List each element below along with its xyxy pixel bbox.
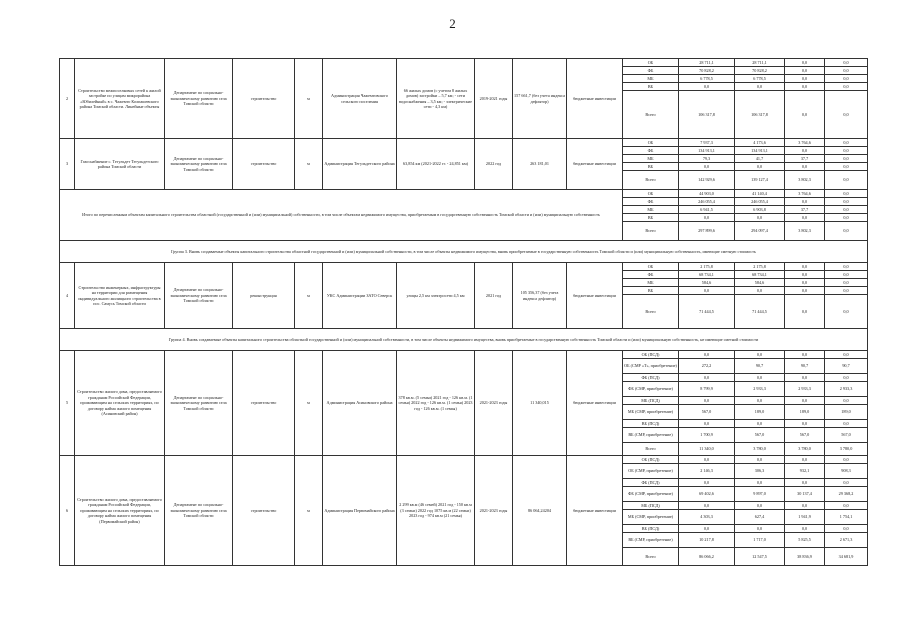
work-type: реконструкция (233, 263, 295, 329)
funding-amount: 0,0 (735, 287, 785, 295)
funding-amount: 0,0 (785, 351, 825, 359)
funding-amount: 0,0 (785, 271, 825, 279)
funding-amount: 0,0 (825, 59, 868, 67)
funding-source-label: Всего (623, 443, 679, 456)
funding-amount: 0,0 (679, 83, 735, 91)
work-type: строительство (233, 139, 295, 190)
funding-amount: 28 711,1 (735, 59, 785, 67)
funding-amount: 0,0 (679, 525, 735, 533)
work-type: строительство (233, 351, 295, 456)
funding-source-label: ОБ (623, 190, 679, 198)
funding-amount: 246 055,4 (679, 198, 735, 206)
capital-construction-table (59, 58, 868, 566)
funding-amount: 0,0 (785, 295, 825, 329)
funding-amount: 0,0 (825, 198, 868, 206)
funding-amount: 584,6 (679, 279, 735, 287)
funding-amount: 0,0 (679, 479, 735, 487)
funding-source-label: ВБ (ПСД) (623, 525, 679, 533)
work-type: строительство (233, 456, 295, 566)
funding-amount: 0,0 (785, 525, 825, 533)
funding-amount: 0,0 (785, 147, 825, 155)
funding-amount: 584,6 (735, 279, 785, 287)
funding-amount: 0,0 (679, 397, 735, 405)
funding-amount: 0,0 (785, 59, 825, 67)
funding-amount: 4 173,6 (735, 139, 785, 147)
funding-amount: 10 217,8 (679, 533, 735, 548)
estimated-cost: 263 181,01 (513, 139, 567, 190)
funding-amount: 6 941,5 (679, 206, 735, 214)
responsible-department: Департамент по социально-экономическому развитию села Томской области (165, 263, 233, 329)
funding-amount: 5 825,5 (785, 533, 825, 548)
table-row (60, 59, 868, 67)
funding-amount: 70 828,2 (679, 67, 735, 75)
table-row (60, 139, 868, 147)
construction-period: 2022 год (475, 139, 513, 190)
measure-unit: м (295, 139, 323, 190)
funding-amount: 0,0 (825, 295, 868, 329)
funding-amount: 0,0 (825, 222, 868, 241)
funding-amount: 567,0 (679, 405, 735, 420)
funding-amount: 6 903,8 (735, 206, 785, 214)
funding-amount: 0,0 (679, 374, 735, 382)
funding-amount: 0,0 (785, 397, 825, 405)
funding-amount: 3 780,0 (735, 443, 785, 456)
funding-amount: 0,0 (679, 420, 735, 428)
funding-amount: 0,0 (825, 75, 868, 83)
funding-amount: 0,0 (679, 287, 735, 295)
funding-amount: 567,0 (785, 428, 825, 443)
funding-amount: 0,0 (785, 502, 825, 510)
funding-amount: 71 444,5 (679, 295, 735, 329)
funding-amount: 297 899,6 (679, 222, 735, 241)
funding-source-label: МБ (623, 206, 679, 214)
funding-source-label: ОБ (ПСД) (623, 456, 679, 464)
funding-amount: 0,0 (825, 271, 868, 279)
funding-amount: 3 802,3 (785, 171, 825, 190)
funding-amount: 189,0 (735, 405, 785, 420)
funding-amount: 0,0 (735, 479, 785, 487)
funding-amount: 134 913,1 (735, 147, 785, 155)
funding-source-label: Всего (623, 295, 679, 329)
object-capacity: улицы 2,5 км электросети 4,5 км (397, 263, 475, 329)
estimated-cost: 11 340,015 (513, 351, 567, 456)
construction-period: 2019-2021 годы (475, 59, 513, 139)
funding-source-label: МБ (623, 279, 679, 287)
funding-amount: 70 828,2 (735, 67, 785, 75)
funding-amount: 0,0 (735, 163, 785, 171)
row-number: 2 (60, 59, 75, 139)
funding-amount: 0,0 (735, 420, 785, 428)
funding-amount: 0,0 (825, 263, 868, 271)
funding-source-label: ФБ (ПСД) (623, 374, 679, 382)
funding-amount: 0,0 (825, 456, 868, 464)
funding-amount: 9 897,0 (735, 487, 785, 502)
construction-period: 2021 год (475, 263, 513, 329)
funding-amount: 0,0 (785, 456, 825, 464)
funding-source-label: ОБ (СМР «Т», приобретение) (623, 359, 679, 374)
measure-unit: м (295, 263, 323, 329)
row-number: 3 (60, 139, 75, 190)
funding-amount: 0,0 (785, 75, 825, 83)
object-name: Строительство межпоселковых сетей к жилой застройке по улицам микрорайона «Юбилейный» в с. Чажемто Колпашевского района Томской области. Линейные объекты (75, 59, 165, 139)
funding-amount: 0,0 (735, 374, 785, 382)
funding-amount: 0,0 (825, 525, 868, 533)
funding-amount: 29 368,2 (825, 487, 868, 502)
group-row (60, 241, 868, 263)
object-name: Строительство инженерных, инфраструктуры на территории для размещения индивидуального жилищного строительства в пос. Самусь Томской области (75, 263, 165, 329)
group-4-heading: Группа 4. Вновь создаваемые объекты капитального строительства областной государственной и (или) муниципальной собственности, в том числе объекты недвижимого имущества, вновь приобретаемые в государственную собственность Томской области и (или) муниципальную собственность, не имеющие сметной стоимости (60, 329, 868, 351)
funding-amount: 2 933,3 (785, 382, 825, 397)
funding-amount: 3 764,6 (785, 139, 825, 147)
funding-source-label: Всего (623, 171, 679, 190)
customer-organization: УКС Администрации ЗАТО Северск (323, 263, 397, 329)
funding-amount: 0,0 (785, 287, 825, 295)
funding-amount: 30 137,4 (785, 487, 825, 502)
investment-form: бюджетные инвестиции (567, 351, 623, 456)
funding-amount: 0,0 (735, 456, 785, 464)
funding-amount: 0,0 (785, 67, 825, 75)
funding-amount: 37,7 (785, 206, 825, 214)
funding-amount: 0,0 (785, 374, 825, 382)
funding-amount: 37,7 (785, 155, 825, 163)
funding-amount: 1 754,1 (825, 510, 868, 525)
group-row (60, 329, 868, 351)
funding-amount: 0,0 (785, 91, 825, 139)
funding-amount: 41 140,4 (735, 190, 785, 198)
funding-amount: 8 799,9 (679, 382, 735, 397)
funding-amount: 139 127,4 (735, 171, 785, 190)
funding-source-label: МБ (ПСД) (623, 502, 679, 510)
funding-amount: 0,0 (785, 263, 825, 271)
funding-amount: 0,0 (785, 420, 825, 428)
responsible-department: Департамент по социально-экономическому развитию села Томской области (165, 59, 233, 139)
table-row (60, 190, 868, 198)
funding-amount: 0,0 (825, 91, 868, 139)
funding-amount: 79,3 (679, 155, 735, 163)
funding-amount: 90,7 (785, 359, 825, 374)
measure-unit: м (295, 59, 323, 139)
customer-organization: Администрация Тегульдетского района (323, 139, 397, 190)
row-number: 5 (60, 351, 75, 456)
investment-form: бюджетные инвестиции (567, 139, 623, 190)
funding-amount: 0,0 (825, 287, 868, 295)
estimated-cost: 86 064,24204 (513, 456, 567, 566)
funding-amount: 0,0 (735, 83, 785, 91)
funding-source-label: МБ (СМР, приобретение) (623, 405, 679, 420)
investment-form: бюджетные инвестиции (567, 456, 623, 566)
funding-amount: 3 802,3 (785, 222, 825, 241)
funding-amount: 90,7 (825, 359, 868, 374)
funding-amount: 0,0 (825, 139, 868, 147)
funding-source-label: ВБ (СМР, приобретение) (623, 428, 679, 443)
funding-amount: 932,1 (785, 464, 825, 479)
object-capacity: 2 299 кв.м (46 семей) 2021 год - 150 кв.м (3 семьи) 2022 год 1075 кв.м (22 семьи) 2023 год - 974 кв.м (21 семья) (397, 456, 475, 566)
funding-amount: 0,0 (785, 83, 825, 91)
funding-amount: 0,0 (679, 351, 735, 359)
funding-amount: 0,0 (735, 214, 785, 222)
funding-source-label: ОБ (623, 59, 679, 67)
funding-amount: 106 317,8 (679, 91, 735, 139)
funding-amount: 142 929,6 (679, 171, 735, 190)
funding-source-label: ВБ (623, 83, 679, 91)
funding-amount: 0,0 (825, 206, 868, 214)
funding-amount: 0,0 (825, 163, 868, 171)
funding-source-label: ВБ (623, 214, 679, 222)
row-number: 6 (60, 456, 75, 566)
funding-amount: 0,0 (735, 351, 785, 359)
funding-amount: 34 681,9 (825, 548, 868, 566)
funding-amount: 71 444,5 (735, 295, 785, 329)
funding-source-label: ФБ (623, 67, 679, 75)
object-capacity: 378 кв.м. (5 семьи) 2021 год - 126 кв.м. (1 семья) 2022 год - 126 кв.м. (1 семья) 2023 год - 126 кв.м. (1 семья) (397, 351, 475, 456)
table-row (60, 263, 868, 271)
funding-source-label: Всего (623, 91, 679, 139)
table-row (60, 351, 868, 359)
funding-amount: 627,4 (735, 510, 785, 525)
work-type: строительство (233, 59, 295, 139)
funding-source-label: ОБ (СМР, приобретение) (623, 464, 679, 479)
funding-amount: 7 937,3 (679, 139, 735, 147)
funding-source-label: ОБ (ПСД) (623, 351, 679, 359)
customer-organization: Администрация Асиновского района (323, 351, 397, 456)
funding-amount: 272,2 (679, 359, 735, 374)
customer-organization: Администрация Первомайского района (323, 456, 397, 566)
funding-source-label: ФБ (СМР, приобретение) (623, 487, 679, 502)
funding-amount: 1 717,0 (735, 533, 785, 548)
funding-source-label: ФБ (623, 271, 679, 279)
funding-amount: 1 700,9 (679, 428, 735, 443)
funding-amount: 246 055,4 (735, 198, 785, 206)
funding-amount: 0,0 (825, 67, 868, 75)
responsible-department: Департамент по социально-экономическому развитию села Томской области (165, 351, 233, 456)
funding-source-label: ФБ (ПСД) (623, 479, 679, 487)
funding-amount: 2 146,3 (679, 464, 735, 479)
funding-amount: 0,0 (825, 479, 868, 487)
funding-amount: 306,3 (735, 464, 785, 479)
object-name: Строительство жилого дома, предоставляемого гражданам Российской Федерации, проживающим на сельских территориях, по договору найма жилого помещения (Асиновский район) (75, 351, 165, 456)
funding-amount: 0,0 (825, 214, 868, 222)
funding-amount: 0,0 (679, 214, 735, 222)
funding-amount: 86 066,2 (679, 548, 735, 566)
page-number: 2 (449, 16, 456, 31)
funding-amount: 41,7 (735, 155, 785, 163)
funding-amount: 0,0 (825, 374, 868, 382)
funding-amount: 189,0 (785, 405, 825, 420)
funding-amount: 3 780,0 (785, 443, 825, 456)
funding-amount: 2 175,8 (679, 263, 735, 271)
funding-source-label: МБ (ПСД) (623, 397, 679, 405)
funding-amount: 0,0 (785, 198, 825, 206)
total-row-label: Итого по перечисленным объектам капитального строительства областной (государственной и (или) муниципальной) собственности, в том числе объектам недвижимого имущества, приобретаемым в государственную собственность Томской области и (или) муниципальную собственность (60, 190, 623, 241)
investment-form: бюджетные инвестиции (567, 59, 623, 139)
funding-amount: 134 913,1 (679, 147, 735, 155)
funding-amount: 2 933,3 (825, 382, 868, 397)
funding-amount: 0,0 (679, 502, 735, 510)
funding-amount: 2 671,3 (825, 533, 868, 548)
object-capacity: 63,854 км (2021-2022 гг. - 24,851 км) (397, 139, 475, 190)
funding-amount: 0,0 (825, 147, 868, 155)
funding-source-label: МБ (СМР, приобретение) (623, 510, 679, 525)
funding-amount: 4 303,3 (679, 510, 735, 525)
measure-unit: м (295, 351, 323, 456)
funding-amount: 3 764,6 (785, 190, 825, 198)
funding-source-label: Всего (623, 548, 679, 566)
object-name: Газоснабжение с. Тегульдет Тегульдетского района Томской области (75, 139, 165, 190)
funding-amount: 6 778,5 (735, 75, 785, 83)
funding-amount: 0,0 (825, 502, 868, 510)
funding-amount: 106 317,8 (735, 91, 785, 139)
construction-period: 2021-2023 годы (475, 351, 513, 456)
responsible-department: Департамент по социально-экономическому развитию села Томской области (165, 456, 233, 566)
funding-amount: 69 402,6 (679, 487, 735, 502)
funding-amount: 0,0 (785, 279, 825, 287)
funding-source-label: ВБ (623, 163, 679, 171)
funding-source-label: ВБ (СМР, приобретение) (623, 533, 679, 548)
responsible-department: Департамент по социально-экономическому развитию села Томской области (165, 139, 233, 190)
funding-amount: 0,0 (679, 163, 735, 171)
funding-amount: 2 175,8 (735, 263, 785, 271)
funding-amount: 567,0 (735, 428, 785, 443)
funding-source-label: ВБ (623, 287, 679, 295)
funding-amount: 11 340,0 (679, 443, 735, 456)
estimated-cost: 105 356,37 (без учета индекса дефлятор) (513, 263, 567, 329)
funding-amount: 1 941,9 (785, 510, 825, 525)
funding-amount: 0,0 (825, 171, 868, 190)
funding-amount: 0,0 (735, 525, 785, 533)
funding-source-label: ФБ (623, 147, 679, 155)
funding-source-label: Всего (623, 222, 679, 241)
funding-amount: 0,0 (785, 479, 825, 487)
funding-amount: 90,7 (735, 359, 785, 374)
measure-unit: м (295, 456, 323, 566)
row-number: 4 (60, 263, 75, 329)
funding-amount: 68 734,1 (679, 271, 735, 279)
funding-amount: 0,0 (825, 351, 868, 359)
funding-amount: 44 903,0 (679, 190, 735, 198)
funding-amount: 0,0 (825, 397, 868, 405)
funding-amount: 567,0 (825, 428, 868, 443)
construction-period: 2021-2023 годы (475, 456, 513, 566)
investment-form: бюджетные инвестиции (567, 263, 623, 329)
funding-amount: 0,0 (679, 456, 735, 464)
funding-amount: 0,0 (825, 83, 868, 91)
funding-amount: 0,0 (785, 163, 825, 171)
funding-amount: 12 547,5 (735, 548, 785, 566)
funding-source-label: МБ (623, 155, 679, 163)
funding-amount: 0,0 (825, 190, 868, 198)
estimated-cost: 157 661,7 (без учета индекса дефлятор) (513, 59, 567, 139)
funding-amount: 2 933,3 (735, 382, 785, 397)
funding-amount: 28 711,1 (679, 59, 735, 67)
funding-amount: 0,0 (735, 502, 785, 510)
group-3-heading: Группа 3. Вновь создаваемые объекты капитального строительства областной государственной и (или) муниципальной собственности, в том числе объекты недвижимого имущества, вновь приобретаемые в государственную собственность Томской области и (или) муниципальную собственность, имеющие сметную стоимость (60, 241, 868, 263)
funding-source-label: ВБ (ПСД) (623, 420, 679, 428)
funding-amount: 0,0 (825, 279, 868, 287)
funding-amount: 0,0 (825, 420, 868, 428)
funding-source-label: ОБ (623, 139, 679, 147)
funding-amount: 68 734,1 (735, 271, 785, 279)
object-capacity: 66 жилых домов (с учетом 8 жилых домов) застройки – 5,7 км; - сети водоснабжения – 3,5 км; - электрические сети - 4,3 км) (397, 59, 475, 139)
funding-amount: 0,0 (825, 155, 868, 163)
customer-organization: Администрация Чажемтовского сельского поселения (323, 59, 397, 139)
funding-source-label: МБ (623, 75, 679, 83)
funding-source-label: ОБ (623, 263, 679, 271)
funding-source-label: ФБ (623, 198, 679, 206)
table-row (60, 456, 868, 464)
funding-amount: 6 778,5 (679, 75, 735, 83)
funding-amount: 294 097,4 (735, 222, 785, 241)
funding-source-label: ФБ (СМР, приобретение) (623, 382, 679, 397)
funding-amount: 38 836,9 (785, 548, 825, 566)
object-name: Строительство жилого дома, предоставляемого гражданам Российской Федерации, проживающим на сельских территориях, по договору найма жилого помещения (Первомайский район) (75, 456, 165, 566)
funding-amount: 0,0 (735, 397, 785, 405)
funding-amount: 908,3 (825, 464, 868, 479)
funding-amount: 189,0 (825, 405, 868, 420)
funding-amount: 0,0 (785, 214, 825, 222)
funding-amount: 3 780,0 (825, 443, 868, 456)
